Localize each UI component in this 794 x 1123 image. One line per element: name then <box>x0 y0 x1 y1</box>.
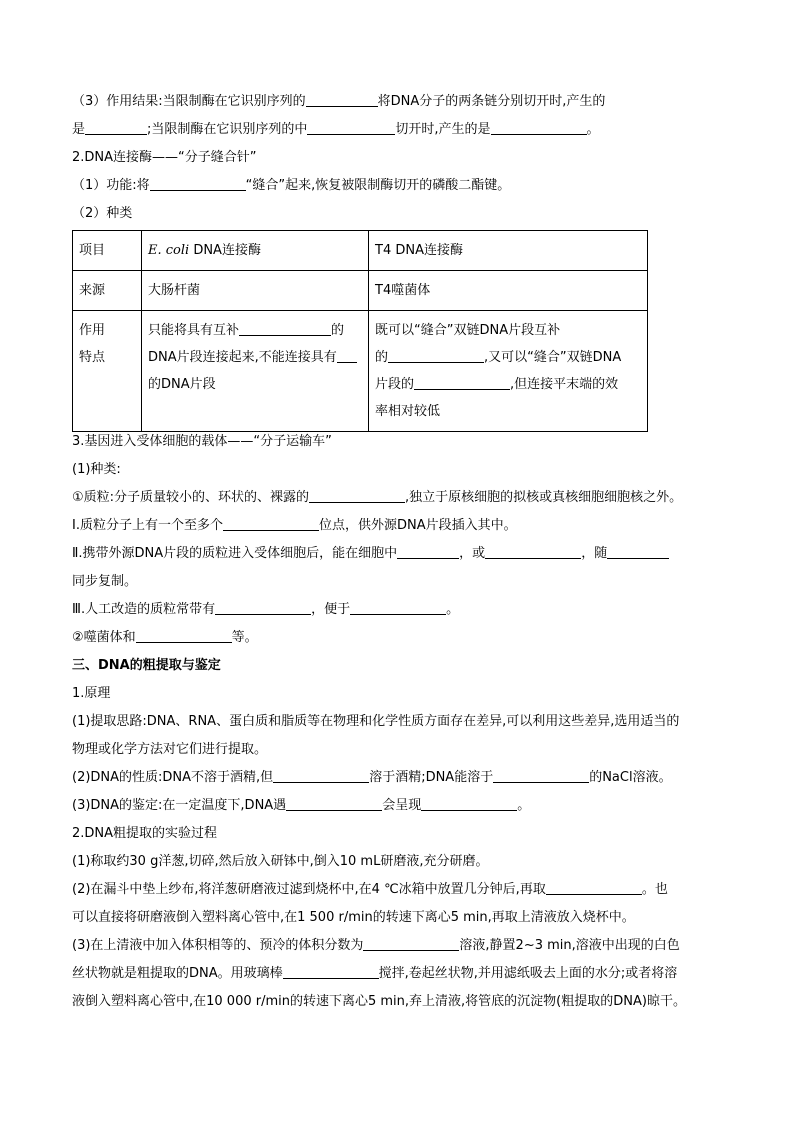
answer-blank[interactable] <box>421 796 517 811</box>
result-line-1 <box>72 92 605 112</box>
answer-blank[interactable] <box>309 488 405 503</box>
text: 将DNA分子的两条链分别切开时,产生的 <box>377 94 606 109</box>
process-step-3 <box>72 936 680 956</box>
table-header-cell: T4 DNA连接酶 <box>369 231 648 271</box>
table-row <box>73 231 648 271</box>
text: 等。 <box>231 630 258 645</box>
text: 是 <box>72 122 86 137</box>
ligase-kinds: （2）种类 <box>72 206 133 221</box>
text: 搅拌,卷起丝状物,并用滤纸吸去上面的水分;或者将溶 <box>378 966 678 981</box>
text: 既可以“缝合”双链DNA片段互补 <box>375 323 561 338</box>
vector-title: 3.基因进入受体细胞的载体——“分子运输车” <box>72 434 332 449</box>
process-title: 2.DNA粗提取的实验过程 <box>72 826 218 841</box>
phage-line <box>72 628 258 648</box>
section-heading: 三、DNA的粗提取与鉴定 <box>72 658 221 673</box>
answer-blank[interactable] <box>283 964 379 979</box>
ligase-title: 2.DNA连接酶——“分子缝合针” <box>72 150 257 165</box>
process-step-3-cont <box>72 964 677 984</box>
answer-blank[interactable] <box>607 544 669 559</box>
answer-blank[interactable] <box>223 516 319 531</box>
answer-blank[interactable] <box>397 544 459 559</box>
text: Ⅲ.人工改造的质粒常带有 <box>72 602 216 617</box>
plasmid-point-1 <box>72 516 517 536</box>
answer-blank[interactable] <box>350 600 446 615</box>
text: 位点，供外源DNA片段插入其中。 <box>318 518 517 533</box>
text: (3)DNA的鉴定:在一定温度下,DNA遇 <box>72 798 287 813</box>
answer-blank[interactable] <box>546 880 642 895</box>
table-cell: 大肠杆菌 <box>142 271 369 311</box>
principle-2 <box>72 768 672 788</box>
process-step-3-end: 液倒入塑料离心管中,在10 000 r/min的转速下离心5 min,弃上清液,将管底的沉淀物(粗提取的DNA)晾干。 <box>72 994 686 1009</box>
answer-blank[interactable] <box>239 321 331 336</box>
table-cell <box>73 311 142 432</box>
answer-blank[interactable] <box>307 120 395 135</box>
ligase-function <box>72 176 510 196</box>
text: 的DNA片段 <box>148 377 216 392</box>
text: (3)在上清液中加入体积相等的、预冷的体积分数为 <box>72 938 364 953</box>
answer-blank[interactable] <box>273 768 369 783</box>
text: 。 <box>586 122 600 137</box>
text: ,但连接平末端的效 <box>510 377 619 392</box>
text: 的NaCl溶液。 <box>589 770 672 785</box>
answer-blank[interactable] <box>388 348 484 363</box>
text: 。也 <box>641 882 668 897</box>
table-row <box>73 271 648 311</box>
answer-blank[interactable] <box>215 600 311 615</box>
principle-title: 1.原理 <box>72 686 111 701</box>
table-cell <box>142 311 369 432</box>
text: ;当限制酶在它识别序列的中 <box>147 122 308 137</box>
text: 会呈现 <box>382 798 422 813</box>
plasmid-point-3 <box>72 600 459 620</box>
text: DNA片段连接起来,不能连接具有 <box>148 350 337 365</box>
answer-blank[interactable] <box>493 768 589 783</box>
text: 丝状物就是粗提取的DNA。用玻璃棒 <box>72 966 283 981</box>
text: 。 <box>517 798 531 813</box>
table-row <box>73 311 648 432</box>
text: ，或 <box>459 546 486 561</box>
plasmid-point-2 <box>72 544 669 564</box>
answer-blank[interactable] <box>485 544 581 559</box>
text: ②噬菌体和 <box>72 630 136 645</box>
text: DNA连接酶 <box>189 243 261 258</box>
process-step-1: (1)称取约30 g洋葱,切碎,然后放入研钵中,倒入10 mL研磨液,充分研磨。 <box>72 854 489 869</box>
text: (2)DNA的性质:DNA不溶于酒精,但 <box>72 770 274 785</box>
text: (2)在漏斗中垫上纱布,将洋葱研磨液过滤到烧杯中,在4 ℃冰箱中放置几分钟后,再取 <box>72 882 546 897</box>
answer-blank[interactable] <box>306 92 378 107</box>
answer-blank[interactable] <box>363 936 459 951</box>
text: 的 <box>331 323 345 338</box>
principle-1-cont: 物理或化学方法对它们进行提取。 <box>72 742 268 757</box>
text: ，随 <box>581 546 608 561</box>
answer-blank[interactable] <box>286 796 382 811</box>
answer-blank[interactable] <box>150 176 246 191</box>
text: Ⅱ.携带外源DNA片段的质粒进入受体细胞后，能在细胞中 <box>72 546 398 561</box>
text: （1）功能:将 <box>72 178 150 193</box>
vector-kinds: (1)种类: <box>72 462 121 477</box>
table-cell <box>369 311 648 432</box>
table-header-cell: 项目 <box>73 231 142 271</box>
text: ,又可以“缝合”双链DNA <box>484 350 622 365</box>
text: ①质粒:分子质量较小的、环状的、裸露的 <box>72 490 310 505</box>
text: 率相对较低 <box>375 404 441 419</box>
text: 作用 <box>79 323 106 338</box>
text: ，便于 <box>311 602 351 617</box>
text: “缝合”起来,恢复被限制酶切开的磷酸二酯键。 <box>245 178 511 193</box>
text: 特点 <box>79 350 106 365</box>
answer-blank[interactable] <box>491 120 587 135</box>
answer-blank[interactable] <box>414 375 510 390</box>
answer-blank[interactable] <box>337 348 357 363</box>
text: 切开时,产生的是 <box>395 122 491 137</box>
text: 只能将具有互补 <box>148 323 240 338</box>
text: 溶于酒精;DNA能溶于 <box>369 770 494 785</box>
process-step-2-cont: 可以直接将研磨液倒入塑料离心管中,在1 500 r/min的转速下离心5 min,再取上清液放入烧杯中。 <box>72 910 635 925</box>
table-cell: 来源 <box>73 271 142 311</box>
text: 的 <box>375 350 389 365</box>
plasmid-point-2-cont: 同步复制。 <box>72 574 138 589</box>
text: 。 <box>446 602 460 617</box>
text: 溶液,静置2~3 min,溶液中出现的白色 <box>459 938 680 953</box>
text: E. coli <box>148 243 190 258</box>
principle-3 <box>72 796 530 816</box>
plasmid-line <box>72 488 682 508</box>
text: Ⅰ.质粒分子上有一个至多个 <box>72 518 223 533</box>
process-step-2 <box>72 880 668 900</box>
text: 片段的 <box>375 377 415 392</box>
table-cell: T4噬菌体 <box>369 271 648 311</box>
table-header-cell <box>142 231 369 271</box>
answer-blank[interactable] <box>136 628 232 643</box>
ligase-table <box>72 230 648 432</box>
result-line-2 <box>72 120 600 140</box>
principle-1: (1)提取思路:DNA、RNA、蛋白质和脂质等在物理和化学性质方面存在差异,可以利用这些差异,选用适当的 <box>72 714 680 729</box>
answer-blank[interactable] <box>85 120 147 135</box>
text: （3）作用结果:当限制酶在它识别序列的 <box>72 94 306 109</box>
text: ,独立于原核细胞的拟核或真核细胞细胞核之外。 <box>405 490 683 505</box>
